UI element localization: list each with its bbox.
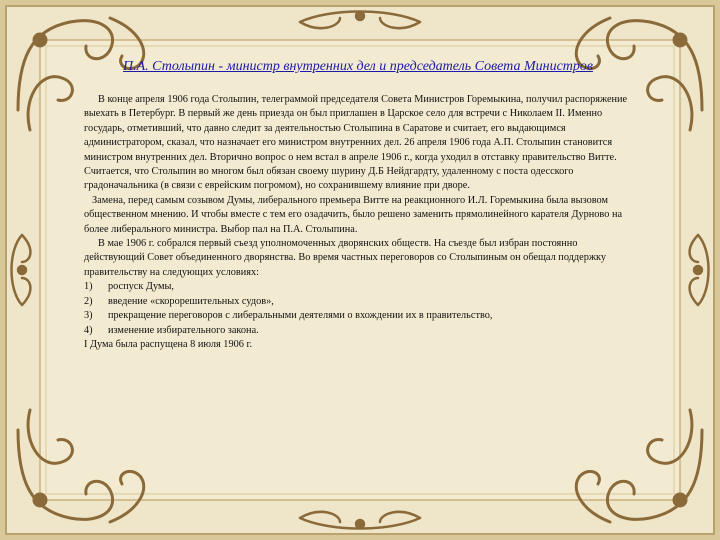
closing-line: I Дума была распущена 8 июля 1906 г. [84,338,253,350]
paragraph-replacement: Замена, перед самым созывом Думы, либерального премьера Витте на реакционного И.Л. Горемыкина была вызовом общественном мнению. И чтобы вместе с тем его озадачить, было решено заменить прямолинейного карателя Дурново на более либерального министра. Выбор пал на П.А. Столыпина. [84,194,623,235]
list-item-number: 1) [84,281,93,293]
list-item-text: изменение избирательного закона. [108,324,259,336]
conditions-list [84,280,632,338]
list-item-text: прекращение переговоров с либеральными деятелями о вхождении их в правительство, [108,310,493,322]
list-item [84,309,632,323]
document-body [84,93,632,352]
list-item-text: роспуск Думы, [108,281,174,293]
document-title: П.А. Столыпин - министр внутренних дел и председатель Совета Министров [123,59,593,74]
list-item-text: введение «скорорешительных судов», [108,295,274,307]
list-item [84,280,632,294]
paragraph-appointment: В конце апреля 1906 года Столыпин, телеграммой председателя Совета Министров Горемыкина, получил распоряжение выехать в Петербург. В первый же день приезда он был приглашен в Царское село для встречи с Николаем II. Именно государь, отметивший, что давно следит за деятельностью Столыпина в Саратове и считает, его выдающимся администратором, сказал, что назначает его министром внутренних дел. 26 апреля 1906 года А.П. Столыпин становится министром внутренних дел. Вторично вопрос о нем встал в апреле 1906 г., когда уходил в отставку правительство Витте. Считается, что Столыпин во многом был обязан своему шурину Д.Б Нейдгардту, удаленному с поста одесского градоначальника (в связи с еврейским погромом), но сохранившему влияние при дворе. [84,94,628,192]
list-item [84,295,632,309]
list-item-number: 2) [84,295,93,307]
list-item [84,324,632,338]
list-item-number: 3) [84,310,93,322]
list-item-number: 4) [84,324,93,336]
document-content [84,58,632,428]
paragraph-congress: В мае 1906 г. собрался первый съезд уполномоченных дворянских обществ. На съезде был избран постоянно действующий Совет объединенного дворянства. Во время частных переговоров со Столыпиным он обещал поддержку правительству на следующих условиях: [84,238,606,278]
